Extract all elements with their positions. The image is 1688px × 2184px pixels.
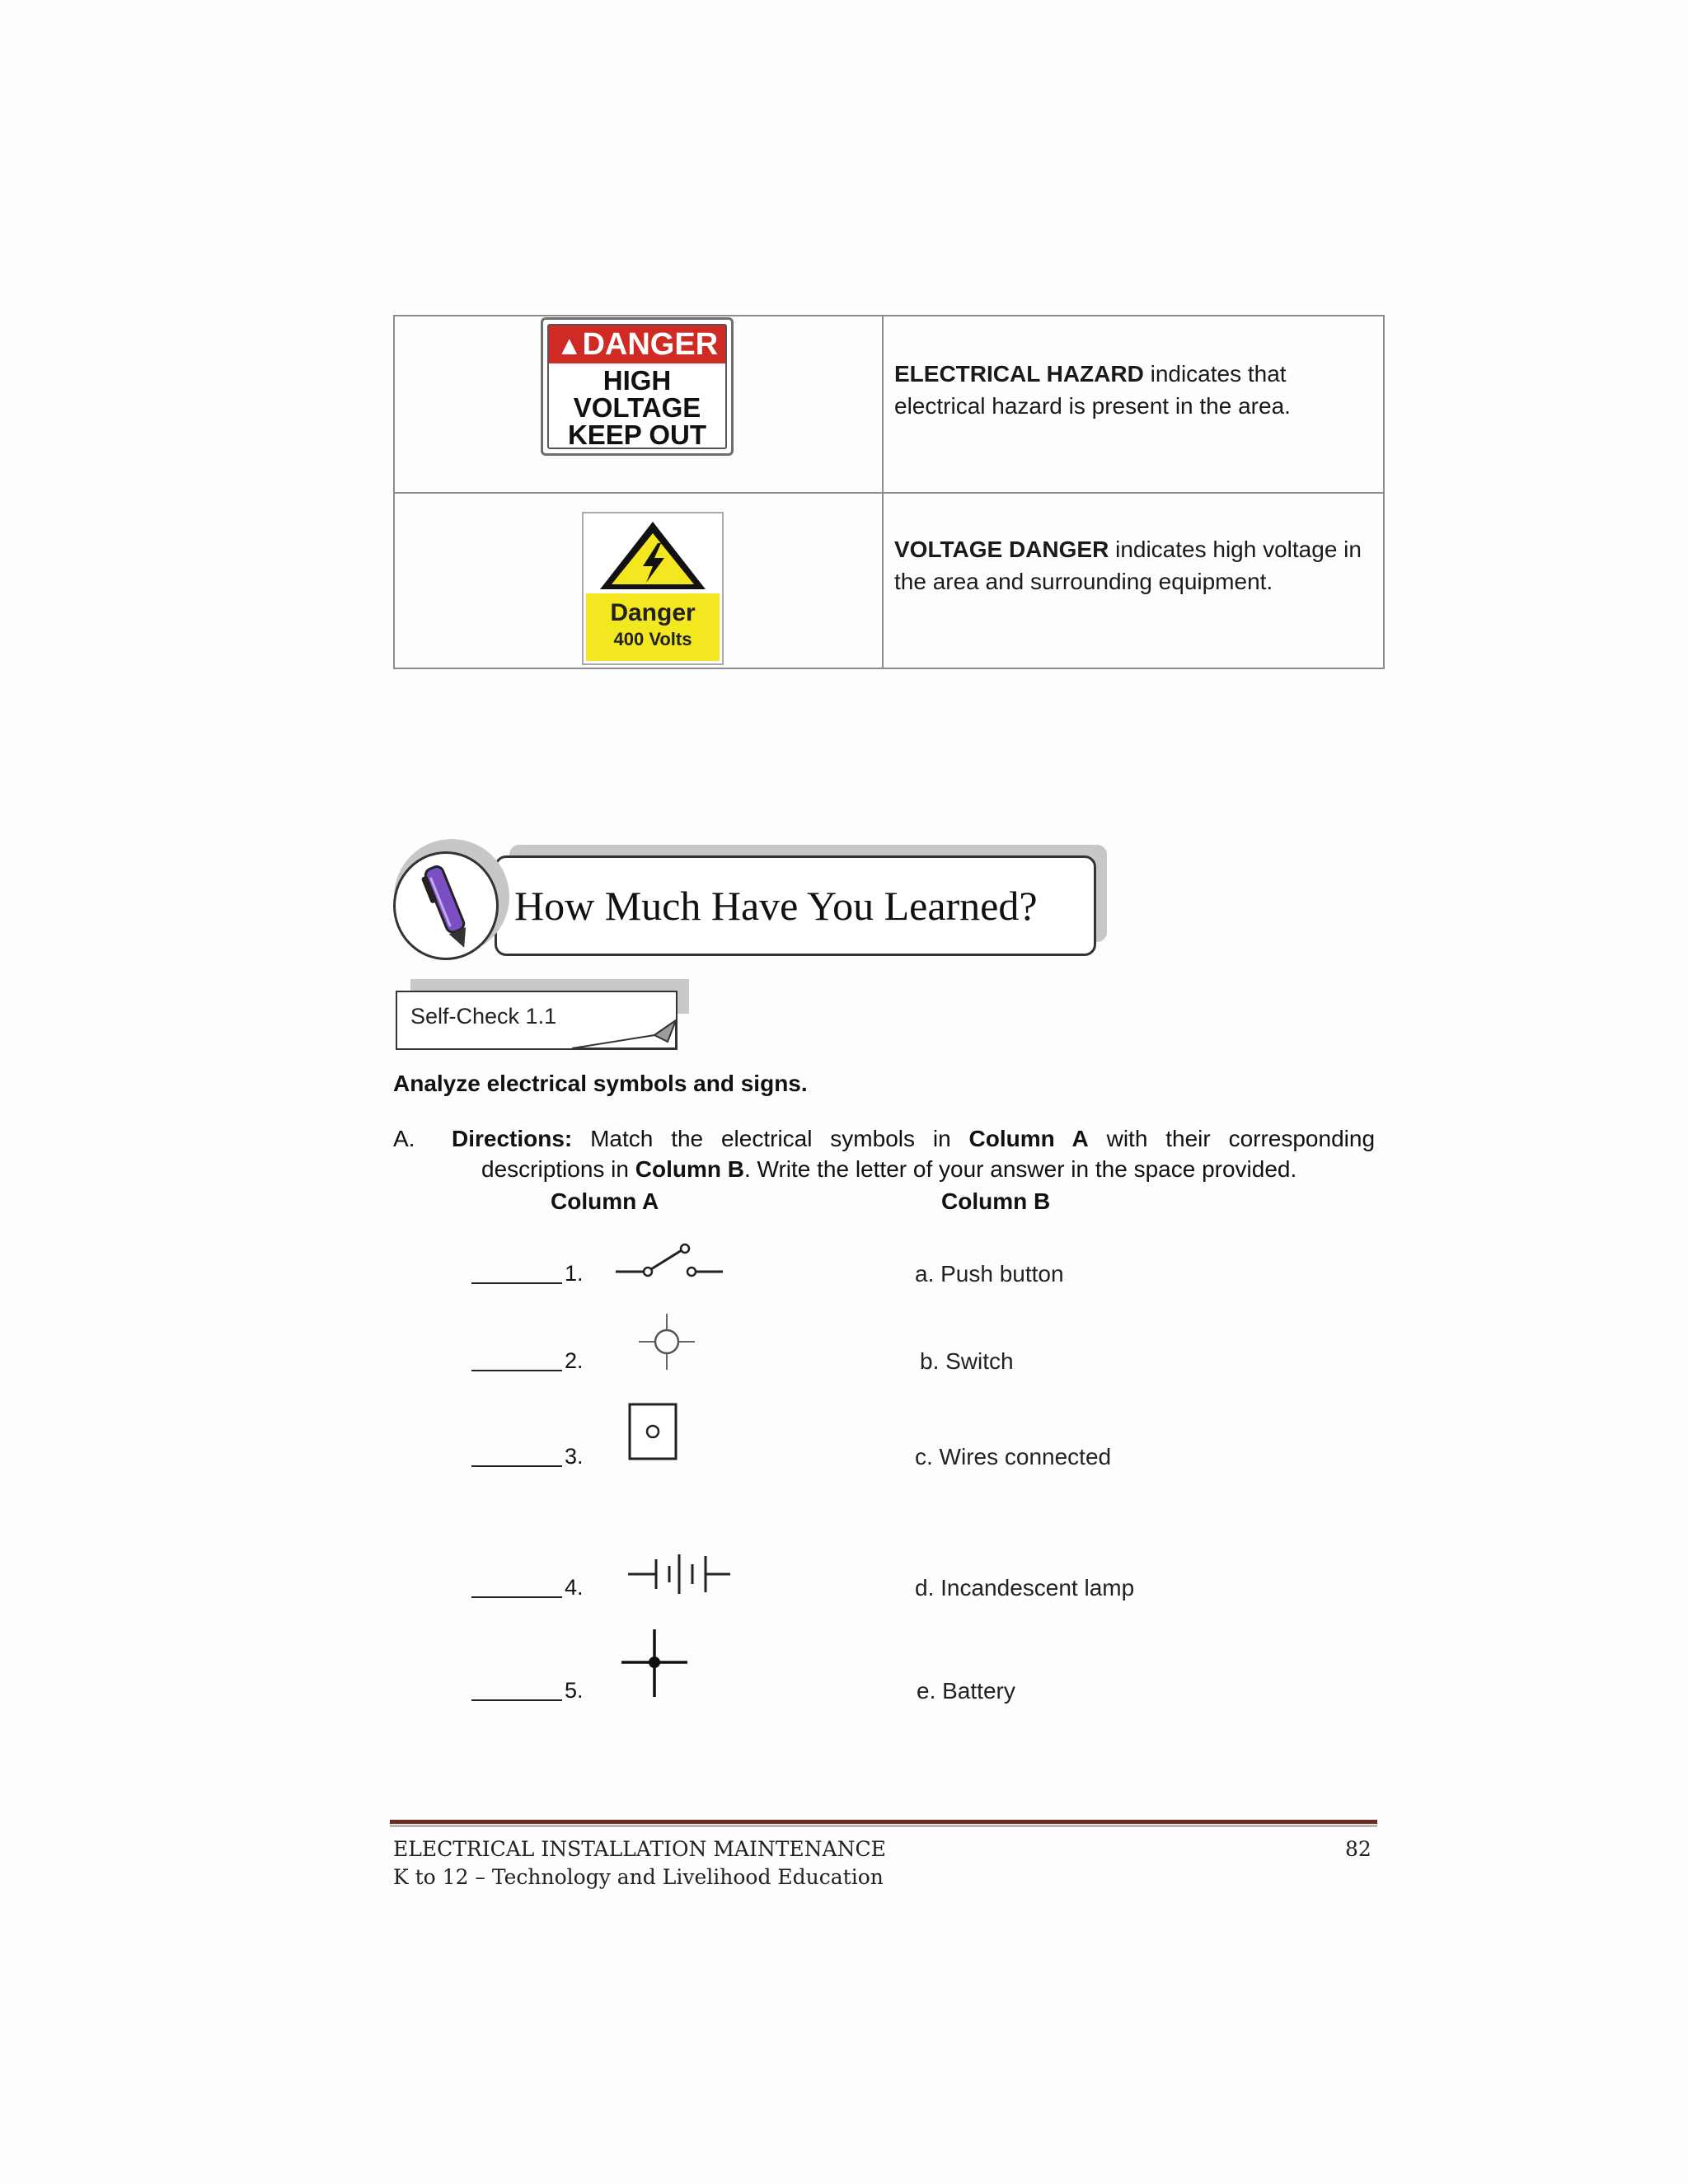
item-number: 3. xyxy=(565,1444,584,1469)
item-number: 5. xyxy=(565,1678,584,1703)
pen-icon xyxy=(396,854,498,959)
directions-label: Directions: xyxy=(452,1126,573,1151)
section-heading: How Much Have You Learned? xyxy=(514,883,1038,929)
column-b-header: Column B xyxy=(941,1188,1051,1214)
danger-high-voltage-sign xyxy=(541,317,734,456)
footer-subtitle: K to 12 – Technology and Livelihood Education xyxy=(393,1865,884,1889)
sign-text-line: Danger xyxy=(610,599,696,626)
answer-option: d. Incandescent lamp xyxy=(915,1575,1135,1601)
high-voltage-triangle-icon xyxy=(597,518,709,594)
pen-icon-circle xyxy=(393,851,499,960)
page-number: 82 xyxy=(1345,1837,1372,1861)
directions-line: Directions: Match the electrical symbols in Column A with their corresponding xyxy=(452,1126,1376,1151)
push-button-symbol-icon xyxy=(626,1401,679,1462)
sign-header: ▲DANGER xyxy=(549,326,725,363)
answer-option: c. Wires connected xyxy=(915,1444,1112,1469)
sign-term: VOLTAGE DANGER xyxy=(894,537,1109,562)
answer-blank[interactable] xyxy=(471,1699,562,1701)
answer-blank[interactable] xyxy=(471,1370,562,1371)
instruction-text: Analyze electrical symbols and signs. xyxy=(393,1071,808,1096)
answer-option: e. Battery xyxy=(917,1678,1015,1704)
sign-text-line: HIGH xyxy=(603,365,672,396)
sign-body xyxy=(549,367,725,448)
directions-letter: A. xyxy=(393,1126,415,1151)
warning-triangle-icon: ▲ xyxy=(556,330,583,360)
answer-blank[interactable] xyxy=(471,1282,562,1284)
item-number: 2. xyxy=(565,1348,584,1373)
sign-text-line: 400 Volts xyxy=(613,629,692,649)
sign-term: ELECTRICAL HAZARD xyxy=(894,361,1144,387)
answer-option: a. Push button xyxy=(915,1261,1064,1286)
sign-yellow-panel xyxy=(586,593,720,661)
switch-symbol-icon xyxy=(614,1240,725,1282)
sign-description xyxy=(894,533,1372,598)
answer-blank[interactable] xyxy=(471,1465,562,1467)
footer-title: ELECTRICAL INSTALLATION MAINTENANCE xyxy=(393,1837,886,1861)
page-curl-icon xyxy=(562,1017,678,1050)
column-a-header: Column A xyxy=(551,1188,659,1214)
signs-table xyxy=(393,315,1385,669)
battery-symbol-icon xyxy=(626,1549,732,1599)
wires-connected-symbol-icon xyxy=(618,1628,691,1699)
sign-border xyxy=(547,324,727,449)
footer-rule xyxy=(390,1825,1377,1827)
directions-line: descriptions in Column B. Write the letter of your answer in the space provided. xyxy=(481,1156,1297,1182)
item-number: 4. xyxy=(565,1575,584,1600)
danger-400-volts-sign xyxy=(582,512,724,665)
answer-option: b. Switch xyxy=(920,1348,1014,1374)
item-number: 1. xyxy=(565,1261,584,1286)
answer-blank[interactable] xyxy=(471,1596,562,1598)
footer-rule xyxy=(390,1820,1377,1824)
sign-description-text: indicates that electrical hazard is present in the area. xyxy=(894,361,1291,419)
sign-text-line: VOLTAGE xyxy=(573,392,701,423)
sign-description-text: indicates high voltage in the area and surrounding equipment. xyxy=(894,537,1362,594)
table-divider xyxy=(395,492,1383,494)
sign-text-line: KEEP OUT xyxy=(567,419,707,450)
self-check-label: Self-Check 1.1 xyxy=(410,1004,557,1029)
incandescent-lamp-symbol-icon xyxy=(637,1312,696,1371)
sign-description xyxy=(894,358,1372,422)
